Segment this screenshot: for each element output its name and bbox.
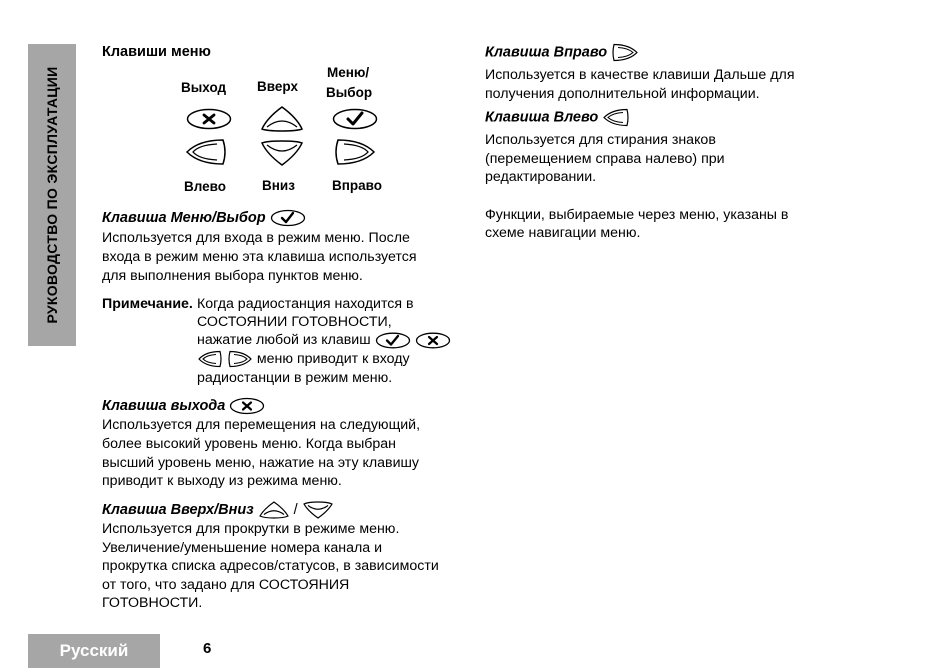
label-left: Влево [184, 179, 227, 194]
updown-key-heading [102, 500, 334, 520]
label-up: Вверх [257, 79, 298, 94]
note-line-3 [197, 331, 451, 350]
up-key-icon [258, 500, 290, 520]
note-line-2: СОСТОЯНИИ ГОТОВНОСТИ, [197, 314, 392, 330]
language-tab: Русский [28, 634, 160, 668]
note-line-1: Когда радиостанция находится в [197, 296, 414, 312]
label-right: Вправо [332, 178, 383, 193]
menu-select-key-icon [270, 209, 306, 227]
left-key-line-2: (перемещением справа налево) при [485, 151, 725, 167]
label-exit: Выход [181, 80, 227, 95]
left-key-heading-text: Клавиша Влево [485, 109, 599, 126]
right-key-heading-text: Клавиша Вправо [485, 44, 608, 61]
note-line-4 [197, 350, 410, 369]
right-key-heading [485, 43, 639, 62]
note-label: Примечание. [102, 296, 193, 312]
left-key-heading [485, 108, 630, 127]
functions-note-line-2: схеме навигации меню. [485, 225, 641, 241]
menu-select-line-1: Используется для входа в режим меню. После [102, 230, 410, 246]
menu-select-heading-text: Клавиша Меню/Выбор [102, 209, 266, 226]
updown-key-line-4: от того, что задано для СОСТОЯНИЯ [102, 577, 350, 593]
exit-key-icon [186, 108, 232, 130]
updown-key-line-2: Увеличение/уменьшение номера канала и [102, 540, 383, 556]
exit-key-heading-text: Клавиша выхода [102, 397, 226, 414]
exit-key-line-4: приводит к выходу из режима меню. [102, 473, 342, 489]
exit-key-heading [102, 397, 265, 415]
menu-select-line-2: входа в режим меню эта клавиша используется [102, 249, 417, 265]
down-key-icon [302, 500, 334, 520]
updown-key-heading-text: Клавиша Вверх/Вниз [102, 501, 254, 518]
up-key-icon [259, 104, 305, 134]
down-key-icon [259, 138, 305, 168]
updown-key-line-3: прокрутка списка адресов/статусов, в зависимости [102, 558, 439, 574]
exit-key-icon [415, 332, 451, 349]
menu-select-key-icon [375, 332, 411, 349]
menu-select-line-3: для выполнения выбора пунктов меню. [102, 268, 363, 284]
updown-key-line-1: Используется для прокрутки в режиме меню. [102, 521, 400, 537]
label-down: Вниз [262, 178, 295, 193]
right-key-icon [332, 138, 376, 166]
note-line-3-text: нажатие любой из клавиш [197, 332, 371, 348]
updown-separator: / [293, 501, 298, 518]
label-menu-line2: Выбор [326, 85, 373, 100]
page-number: 6 [203, 640, 212, 657]
right-key-icon [227, 350, 253, 368]
note-line-4-text: меню приводит к входу [256, 351, 410, 367]
menu-select-heading [102, 209, 306, 227]
left-key-icon [185, 138, 229, 166]
exit-key-line-1: Используется для перемещения на следующий, [102, 417, 421, 433]
side-title: РУКОВОДСТВО ПО ЭКСПЛУАТАЦИИ [44, 66, 60, 324]
left-key-line-1: Используется для стирания знаков [485, 132, 716, 148]
exit-key-line-3: высший уровень меню, нажатие на эту клавишу [102, 455, 419, 471]
right-key-line-2: получения дополнительной информации. [485, 86, 760, 102]
note-line-5: радиостанции в режим меню. [197, 370, 393, 386]
right-key-icon [611, 43, 639, 62]
exit-key-line-2: более высокий уровень меню. Когда выбран [102, 436, 397, 452]
menu-select-key-icon [332, 108, 378, 130]
left-key-icon [197, 350, 223, 368]
left-key-icon [602, 108, 630, 127]
functions-note-line-1: Функции, выбираемые через меню, указаны в [485, 207, 789, 223]
left-key-line-3: редактировании. [485, 169, 597, 185]
exit-key-icon [229, 397, 265, 415]
updown-key-line-5: ГОТОВНОСТИ. [102, 595, 203, 611]
right-key-line-1: Используется в качестве клавиши Дальше для [485, 67, 795, 83]
label-menu-line1: Меню/ [327, 65, 370, 80]
menu-keys-heading: Клавиши меню [102, 44, 211, 60]
